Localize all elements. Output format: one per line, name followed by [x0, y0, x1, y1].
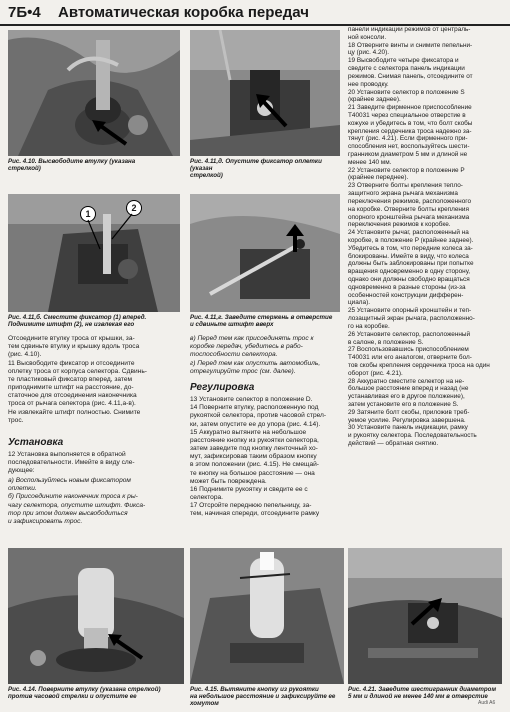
photo-fig-4-11b	[8, 194, 180, 312]
caption-fig-4-15: Рис. 4.15. Вытяните кнопку из рукоятки на небольшое расстояние и зафиксируйте ее хомутом	[190, 686, 336, 708]
arrow-icon	[280, 224, 310, 254]
photo-fig-4-21	[348, 548, 502, 684]
marker-1-icon: 1	[80, 206, 96, 222]
page-section-code: 7Б•4	[8, 4, 41, 21]
arrow-icon	[252, 90, 292, 130]
photo-fig-4-14	[8, 548, 184, 684]
caption-fig-4-21: Рис. 4.21. Заведите шестигранник диаметром 5 мм и длиной не менее 140 мм в отверстие	[348, 686, 497, 701]
section-heading-adjust: Регулировка	[190, 382, 255, 393]
leader-lines-icon	[8, 194, 180, 312]
page-title: Автоматическая коробка передач	[58, 4, 309, 21]
photo-fig-4-10	[8, 30, 180, 156]
arrow-icon	[106, 632, 146, 662]
photo-fig-4-15	[190, 548, 344, 684]
arrow-icon	[408, 596, 444, 628]
body-text-col3: панели индикации режимов от централь- ной консоли. 18 Отверните винты и снимите пепельни- цу (рис. 4.20). 19 Высвободите четыре фиксатора и сведите с селектора панель индикации режимов. Снимая панель, отсоедините от нее проводку. 20 Установите селектор в положение S (крайнее заднее). 21 Заведите фирменное приспособление T40031 через специальное отверстие в кожухе и убедитесь в том, что болт скобы крепления сердечника троса надежно за- тянут (рис. 4.21). Если фирменного при- способления нет, воспользуйтесь шести- гранником диаметром 5 мм и длиной не менее 140 мм. 22 Установите селектор в положение P (крайнее переднее). 23 Отверните болты крепления тепло- защитного экрана рычага механизма переключения режимов, расположенного на коробке. Отверните болты крепления опорного кронштейна рычага механизма переключения режимов к коробке. 24 Установите рычаг, расположенный на коробке, в положение P (крайнее заднее). Убедитесь в том, что передние колеса за- блокированы. Имейте в виду, что колеса должны быть заблокированы при попытке вращения одновременно в одну сторону, однако они должны свободно вращаться одновременно в разные стороны (из-за особенностей конструкции дифферен- циала). 25 Установите опорный кронштейн и теп- лозащитный экран рычага, расположенно- го на коробке. 26 Установите селектор, расположенный в салоне, в положение S. 27 Воспользовавшись приспособлением T40031 или его аналогом, отверните бол- тов скобы крепления сердечника троса на один оборот (рис. 4.21). 28 Аккуратно сместите селектор на не- большое расстояние вперед и назад (не устанавливая его в другое положение), затем установите его в положение S. 29 Затяните болт скобы, приложив треб- уемое усилие. Регулировка завершена. 30 Установите панель индикации, рамку и рукоятку селектора. Последовательность действий — обратная снятию.	[348, 26, 490, 448]
photo-fig-4-11g	[190, 194, 340, 312]
caption-fig-4-14: Рис. 4.14. Поверните втулку (указана стрелкой) против часовой стрелки и опустите ее	[8, 686, 161, 701]
body-text-col1-install: 12 Установка выполняется в обратной последовательности. Имейте в виду сле- дующее:	[8, 451, 135, 475]
arrow-icon	[90, 118, 130, 148]
marker-2-icon: 2	[126, 200, 142, 216]
corner-model-mark: Audi A6	[478, 700, 496, 706]
notes-col1: а) Воспользуйтесь новым фиксатором оплетки. б) Присоедините наконечник троса к ры- чагу селектора, опустите штифт. Фикса- тор при этом должен высвободиться и зафиксировать трос.	[8, 477, 146, 525]
photo-fig-4-11d	[190, 30, 340, 156]
body-text-col1-top: Отсоедините втулку троса от крышки, за- тем сдвиньте втулку и крышку вдоль троса (рис. 4.10). 11 Высвободите фиксатор и отсоедините оплетку троса от корпуса селектора. Сдвинь- те пластиковый фиксатор вперед, затем приподнимите штифт на расстояние, до- статочное для отсоединения наконечника троса от рычага селектора (рис. 4.11,а-в). Не извлекайте штифт полностью. Снимите трос.	[8, 335, 147, 424]
notes-col2: в) Перед тем как присоединять трос к коробке передач, убедитесь в рабо- тоспособности селектора. г) Перед тем как опустить автомобиль, отрегулируйте трос (см. далее).	[190, 335, 321, 375]
body-text-col2-adjust: 13 Установите селектор в положение D. 14 Поверните втулку, расположенную под рукояткой селектора, против часовой стрел- ки, затем опустите ее до упора (рис. 4.14). 15 Аккуратно вытяните на небольшое расстояние кнопку из рукоятки селектора, затем заведите под кнопку ленточный хо- мут, зафиксировав таким образом кнопку в этом положении (рис. 4.15). Не смещай- те кнопку на большое расстояние — она может быть повреждена. 16 Поднимите рукоятку и сведите ее с селектора. 17 Отсройте переднюю пепельницу, за- тем, начиная спереди, отсоедините рамку	[190, 396, 327, 518]
caption-fig-4-10: Рис. 4.10. Высвободите втулку (указана стрелкой)	[8, 158, 136, 173]
caption-fig-4-11d: Рис. 4.11,д. Опустите фиксатор оплетки (указан стрелкой)	[190, 158, 322, 180]
section-heading-install: Установка	[8, 437, 64, 448]
caption-fig-4-11g: Рис. 4.11,г. Заведите стержень в отверстие и сдвиньте штифт вверх	[190, 314, 333, 329]
caption-fig-4-11b: Рис. 4.11,б. Сместите фиксатор (1) вперед. Поднимите штифт (2), не извлекая его	[8, 314, 147, 329]
